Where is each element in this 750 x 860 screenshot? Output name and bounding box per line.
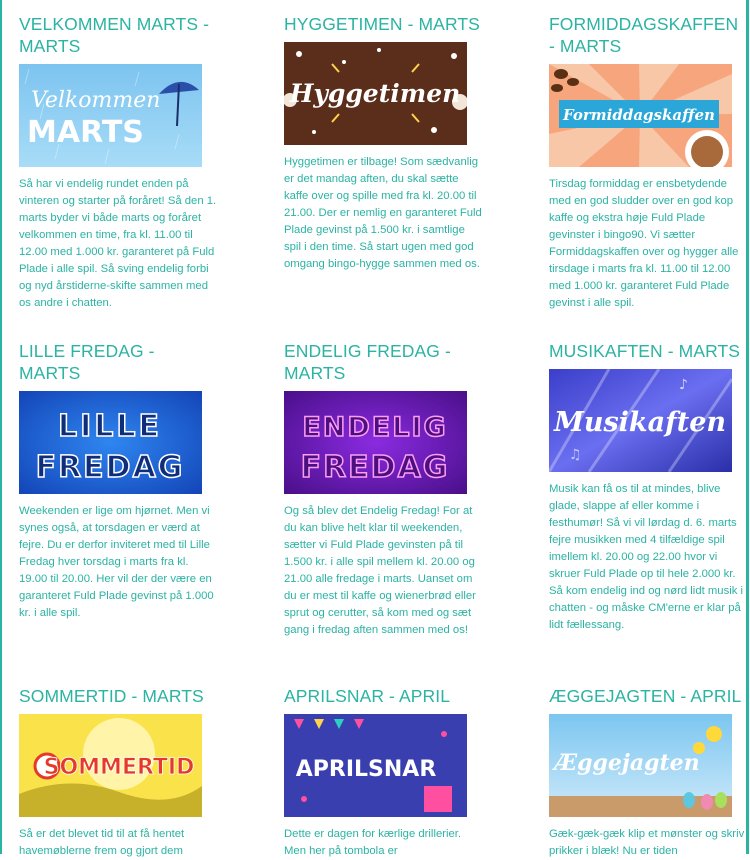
- image-headline-text: SOMMERTID: [43, 755, 195, 780]
- card-description: Så har vi endelig rundet enden på vinteren og starter på foråret! Så den 1. marts byder vi både marts og foråret velkommen en time, fra kl. 11.00 til 12.00 med 1.000 kr. garanteret på Fuld Plade i alle spil. Så sving endelig forbi og nyd årstiderne-skifte sammen med os andre i chatten.: [19, 178, 217, 309]
- promo-card-aeggejagten: [549, 685, 749, 860]
- card-image[interactable]: [19, 64, 202, 167]
- card-description: Weekenden er lige om hjørnet. Men vi synes også, at torsdagen er værd at fejre. Du er derfor inviteret med til Lille Fredag hver torsdag i marts fra kl. 19.00 til 20.00. Her vil der der være en garanteret Fuld Plade gevinst på 1.000 kr. i alle spil.: [19, 505, 214, 619]
- image-headline-text: FREDAG: [300, 450, 450, 485]
- promo-card-hyggetimen: [284, 13, 484, 273]
- promo-card-formiddagskaffen: [549, 13, 749, 312]
- card-description: Gæk-gæk-gæk klip et mønster og skriv prikker i blæk! Nu er tiden: [549, 828, 745, 857]
- promo-card-sommertid: [19, 685, 219, 860]
- card-title[interactable]: MUSIKAFTEN - MARTS: [549, 341, 741, 361]
- card-description: Hyggetimen er tilbage! Som sædvanlig er det mandag aften, du skal sætte kaffe over og spille med fra kl. 20.00 til 21.00. Der er nemlig en garanteret Fuld Plade gevinst på 1.500 kr. i samtlige spil i den time. Så start ugen med god omgang bingo-hygge sammen med os.: [284, 156, 482, 270]
- promo-card-musikaften: [549, 340, 749, 634]
- card-description: Musik kan få os til at mindes, blive glade, slappe af eller komme i festhumør! Så vi vil lørdag d. 6. marts fejre musikken med 4 tilfældige spil imellem kl. 20.00 og 22.00 hvor vi skruer Fuld Plade op til hele 2.000 kr. Så kom endelig ind og nørd lidt musik i chatten - og måske CM'erne er klar på lidt fællessang.: [549, 483, 744, 631]
- image-script-text: Formiddagskaffen: [563, 106, 715, 124]
- card-image[interactable]: [549, 64, 732, 167]
- card-title[interactable]: APRILSNAR - APRIL: [284, 686, 451, 706]
- promo-card-endelig-fredag: [284, 340, 484, 639]
- card-image[interactable]: [284, 391, 467, 494]
- card-title[interactable]: ENDELIG FREDAG - MARTS: [284, 341, 451, 383]
- card-image[interactable]: [284, 42, 467, 145]
- image-script-text: Musikaften: [553, 407, 727, 438]
- card-image[interactable]: [549, 714, 732, 817]
- image-headline-text: FREDAG: [35, 450, 185, 485]
- card-description: Dette er dagen for kærlige drillerier. Men her på tombola er: [284, 828, 462, 857]
- promo-card-velkommen-marts: [19, 13, 219, 312]
- card-description: Og så blev det Endelig Fredag! For at du kan blive helt klar til weekenden, sætter vi Fuld Plade gevinsten på til 1.500 kr. i alle spil mellem kl. 20.00 og 21.00 alle fredage i marts. Uanset om du er mest til kaffe og wienerbrød eller sprut og cerutter, så kom med og sæt gang i fredag aften sammen med os!: [284, 505, 476, 636]
- card-title[interactable]: LILLE FREDAG - MARTS: [19, 341, 155, 383]
- card-title[interactable]: SOMMERTID - MARTS: [19, 686, 204, 706]
- image-headline-text: LILLE: [57, 409, 163, 444]
- image-script-text: Æggejagten: [554, 750, 700, 776]
- image-script-text: Velkommen: [31, 88, 161, 113]
- card-description: Så er det blevet tid til at få hentet havemøblerne frem og gjort dem: [19, 828, 185, 857]
- card-description: Tirsdag formiddag er ensbetydende med en god sludder over en god kop kaffe og ekstra høje Fuld Plade gevinster i bingo90. Vi sætter Formiddagskaffen over og hygger alle tirsdage i marts fra kl. 11.00 til 12.00 med 1.000 kr. garanteret Fuld Plade gevinst i alle spil.: [549, 178, 739, 309]
- page-border-left: [0, 0, 2, 854]
- image-headline-text: APRILSNAR: [295, 757, 437, 782]
- card-title[interactable]: HYGGETIMEN - MARTS: [284, 14, 480, 34]
- promo-card-lille-fredag: [19, 340, 219, 622]
- card-title[interactable]: FORMIDDAGSKAFFEN - MARTS: [549, 14, 739, 56]
- card-image[interactable]: [19, 714, 202, 817]
- image-script-text: Hyggetimen: [289, 79, 461, 108]
- image-headline-text: ENDELIG: [302, 412, 448, 443]
- image-headline-text: MARTS: [27, 115, 144, 150]
- card-image[interactable]: [549, 369, 732, 472]
- svg-text:♫: ♫: [569, 447, 582, 463]
- card-image[interactable]: [19, 391, 202, 494]
- card-image[interactable]: [284, 714, 467, 817]
- card-title[interactable]: VELKOMMEN MARTS - MARTS: [19, 14, 210, 56]
- promo-card-aprilsnar: [284, 685, 484, 860]
- svg-text:♪: ♪: [679, 377, 688, 393]
- card-title[interactable]: ÆGGEJAGTEN - APRIL: [549, 686, 742, 706]
